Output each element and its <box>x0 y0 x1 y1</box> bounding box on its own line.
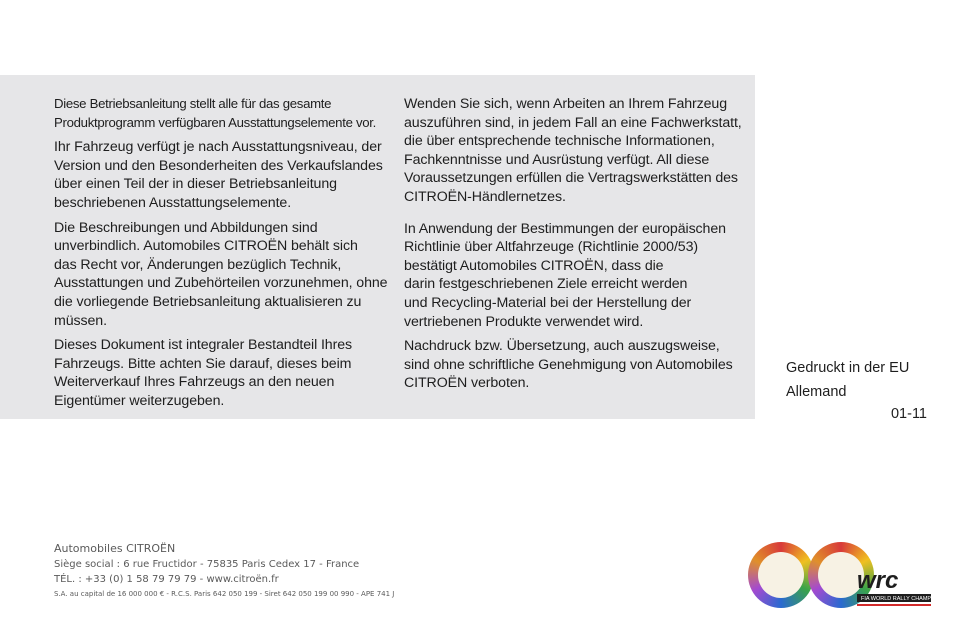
wrc-red-line <box>857 604 931 606</box>
wrc-subtitle: FIA WORLD RALLY CHAMPIONSHIP <box>861 596 954 602</box>
intro-paragraph: Diese Betriebsanleitung stellt alle für das gesamte Produktprogramm verfügbaren Ausstattungselemente vor. <box>54 96 377 130</box>
footer-address: Siège social : 6 rue Fructidor - 75835 Paris Cedex 17 - France <box>54 559 360 570</box>
wrc-logo-icon <box>855 566 954 612</box>
recycling-paragraph: In Anwendung der Bestimmungen der europäischen Richtlinie über Altfahrzeuge (Richtlinie 2000/53) bestätigt Automobiles CITROËN, dass die darin festgeschriebenen Ziele erreicht werden und Recycling-Material bei der Herstellung der vertriebenen Produkte verwendet wird. <box>404 220 726 330</box>
right-column <box>404 95 749 399</box>
equipment-paragraph: Ihr Fahrzeug verfügt je nach Ausstattungsniveau, der Version und den Besonderheiten des Verkaufslandes über einen Teil der in dieser Betriebsanleitung beschriebenen Ausstattungselemente. <box>54 139 383 211</box>
printed-in-label: Gedruckt in der EU <box>786 360 910 376</box>
championship-seal-icon <box>748 542 814 608</box>
left-column <box>54 95 399 417</box>
language-label: Allemand <box>786 384 847 400</box>
workshop-paragraph: Wenden Sie sich, wenn Arbeiten an Ihrem Fahrzeug auszuführen sind, in jedem Fall an eine Fachwerkstatt, die über entsprechende technische Informationen, Fachkenntnisse und Ausrüstung verfügt. All diese Voraussetzungen erfüllen die Vertragswerkstätten des CITROËN-Händlernetzes. <box>404 96 742 205</box>
wrc-text: wrc <box>857 567 899 594</box>
footer-company: Automobiles CITROËN <box>54 542 176 555</box>
document-paragraph: Dieses Dokument ist integraler Bestandteil Ihres Fahrzeugs. Bitte achten Sie darauf, dieses beim Weiterverkauf Ihres Fahrzeugs an den neuen Eigentümer weiterzugeben. <box>54 337 353 409</box>
footer-contact: TÉL. : +33 (0) 1 58 79 79 79 - www.citroën.fr <box>54 574 279 585</box>
footer-legal: S.A. au capital de 16 000 000 € - R.C.S. Paris 642 050 199 - Siret 642 050 199 00 990 - APE 741 J <box>54 590 395 598</box>
copyright-paragraph: Nachdruck bzw. Übersetzung, auch auszugsweise, sind ohne schriftliche Genehmigung von Automobiles CITROËN verboten. <box>404 338 733 392</box>
disclaimer-paragraph: Die Beschreibungen und Abbildungen sind unverbindlich. Automobiles CITROËN behält sich das Recht vor, Änderungen bezüglich Technik, Ausstattungen und Zubehörteilen vorzunehmen, ohne die vorliegende Betriebsanleitung aktualisieren zu müssen. <box>54 219 388 329</box>
edition-code: 01-11 <box>890 406 927 422</box>
